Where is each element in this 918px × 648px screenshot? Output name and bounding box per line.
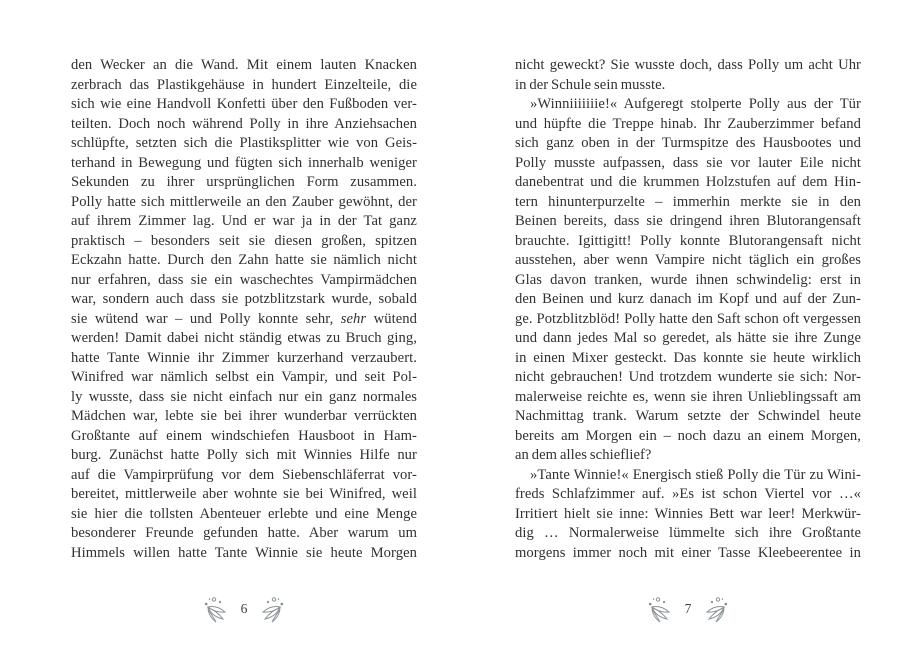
text-line: freds Schlafzimmer auf. »Es ist schon Viertel vor …« (515, 486, 861, 502)
text-line: auf die Vampirprüfung vor dem Siebenschläferrat vor- (71, 466, 417, 483)
text-line: Mädchen war, lebte sie bei ihrer wunderbar verrückten (71, 408, 417, 424)
text-line: auf ihrem Zimmer lag. Und er war ja in der Tat ganz (71, 213, 417, 229)
right-page-footer (515, 592, 861, 628)
text-line: Winifred war nämlich selbst ein Vampir, und seit Pol- (71, 369, 417, 385)
text-line: sich ganz oben in der Turmspitze des Hausbootes und (515, 135, 861, 151)
text-line: Himmels willen hatte Tante Winnie sie heute Morgen (71, 544, 417, 561)
text-line: sie hier die tollsten Abenteuer erlebte und eine Menge (71, 505, 417, 522)
text-line: dig … Normalerweise lümmelte sich ihre Großtante (515, 525, 861, 541)
text-line: und dann jedes Mal so geredet, als hätte sie ihre Zunge (515, 330, 861, 346)
text-line: burg. Zunächst hatte Polly sich mit Winnies Hilfe nur (71, 447, 417, 463)
text-line: morgens immer noch mit einer Tasse Kleebeerentee in (515, 544, 861, 561)
text-line: ge. Potzblitzblöd! Polly hatte den Saft schon oft vergessen (515, 310, 861, 327)
text-line: in einen Mixer gesteckt. Das konnte sie heute wirklich (515, 349, 861, 366)
sparkle-sprig-icon (647, 596, 674, 625)
page-number: 6 (240, 601, 248, 617)
text-line: »Winniiiiiiie!« Aufgeregt stolperte Polly aus der Tür (530, 96, 861, 112)
text-line: Sekunden zu ihrer ursprünglichen Form zusammen. (71, 174, 417, 190)
text-line: Eckzahn hatte. Durch den Zahn hatte sie nämlich nicht (71, 252, 417, 268)
text-line: in der Schule sein musste. (515, 76, 666, 93)
text-line: hatte Tante Winnie ihr Zimmer kurzerhand verzaubert. (71, 349, 417, 366)
text-line: terhand in Bewegung und fügten sich innerhalb weniger (71, 154, 417, 171)
left-page-text (71, 56, 417, 563)
text-line: Polly musste aufpassen, dass sie vor lauter Eile nicht (515, 154, 861, 171)
text-line: den Beinen und kurz danach im Kopf und auf der Zun- (515, 291, 861, 307)
sparkle-sprig-icon (203, 596, 230, 625)
text-line: tern hinunterpurzelte – immerhin merkte sie in den (515, 193, 861, 210)
text-line: brauchte. Igittigitt! Polly konnte Blutorangensaft nicht (515, 232, 861, 249)
text-line: malerweise reichte es, wenn sie ihren Unlieblingssaft am (515, 388, 861, 405)
right-page-text (515, 56, 861, 563)
text-line: Glas davon tranken, wurde ihnen schwindelig: erst in (515, 271, 861, 288)
text-line: praktisch – besonders seit sie diesen großen, spitzen (71, 232, 417, 249)
sparkle-sprig-icon (258, 596, 285, 625)
text-line: nur erfahren, dass sie ein waschechtes Vampirmädchen (71, 271, 417, 288)
text-line: ausstehen, aber wenn Vampire nicht täglich ein großes (515, 252, 861, 268)
text-line: nicht gebrauchen! Und trotzdem wunderte sie sich: Nor- (515, 369, 861, 385)
text-line: Polly hatte sich mittlerweile an den Zauber gewöhnt, der (71, 193, 417, 210)
text-line: teilten. Doch noch während Polly in ihre Anziehsachen (71, 115, 417, 132)
sparkle-sprig-icon (702, 596, 729, 625)
text-line: besonderer Freunde gefunden hatte. Aber warum um (71, 525, 417, 541)
page-number: 7 (684, 601, 692, 617)
text-line: ly wusste, dass sie nicht einfach nur ein ganz normales (71, 388, 417, 405)
text-line: zerbrach das Plastikgehäuse in hundert Einzelteile, die (71, 76, 417, 93)
text-line: Nachmittag trank. Warum setzte der Schwindel heute (515, 408, 861, 424)
text-line: »Tante Winnie!« Energisch stieß Polly die Tür zu Wini- (530, 466, 861, 483)
text-line: und hüpfte die Treppe hinab. Ihr Zauberzimmer befand (515, 115, 861, 132)
text-line: werden! Damit dabei nicht ständig etwas zu Bruch ging, (71, 330, 417, 346)
text-line: sie wütend war – und Polly konnte sehr, sehr wütend (71, 310, 417, 327)
text-line: bereits am Morgen ein – noch dazu an einem Morgen, (515, 427, 861, 444)
text-line: danebentrat und die krummen Holzstufen auf dem Hin- (515, 174, 861, 190)
text-line: schlüpfte, setzten sich die Plastiksplitter wie von Geis- (71, 135, 417, 151)
text-line: an dem alles schieflief? (515, 447, 652, 463)
text-line: Irritiert hielt sie inne: Winnies Bett war leer! Merkwür- (515, 505, 861, 522)
text-line: Beinen bereits, dass sie dringend ihren Blutorangensaft (515, 213, 861, 229)
text-line: Großtante auf einem windschiefen Hausboot in Ham- (71, 427, 417, 444)
text-line: den Wecker an die Wand. Mit einem lauten Knacken (71, 57, 417, 73)
left-page-footer (71, 592, 417, 628)
text-line: nicht geweckt? Sie wusste doch, dass Polly um acht Uhr (515, 57, 861, 73)
text-line: war, sondern auch dass sie potzblitzstark wurde, sobald (71, 291, 417, 307)
text-line: bereitet, mittlerweile aber wohnte sie bei Winifred, weil (71, 486, 417, 502)
text-line: sich wie eine Handvoll Konfetti über den Fußboden ver- (71, 96, 417, 112)
